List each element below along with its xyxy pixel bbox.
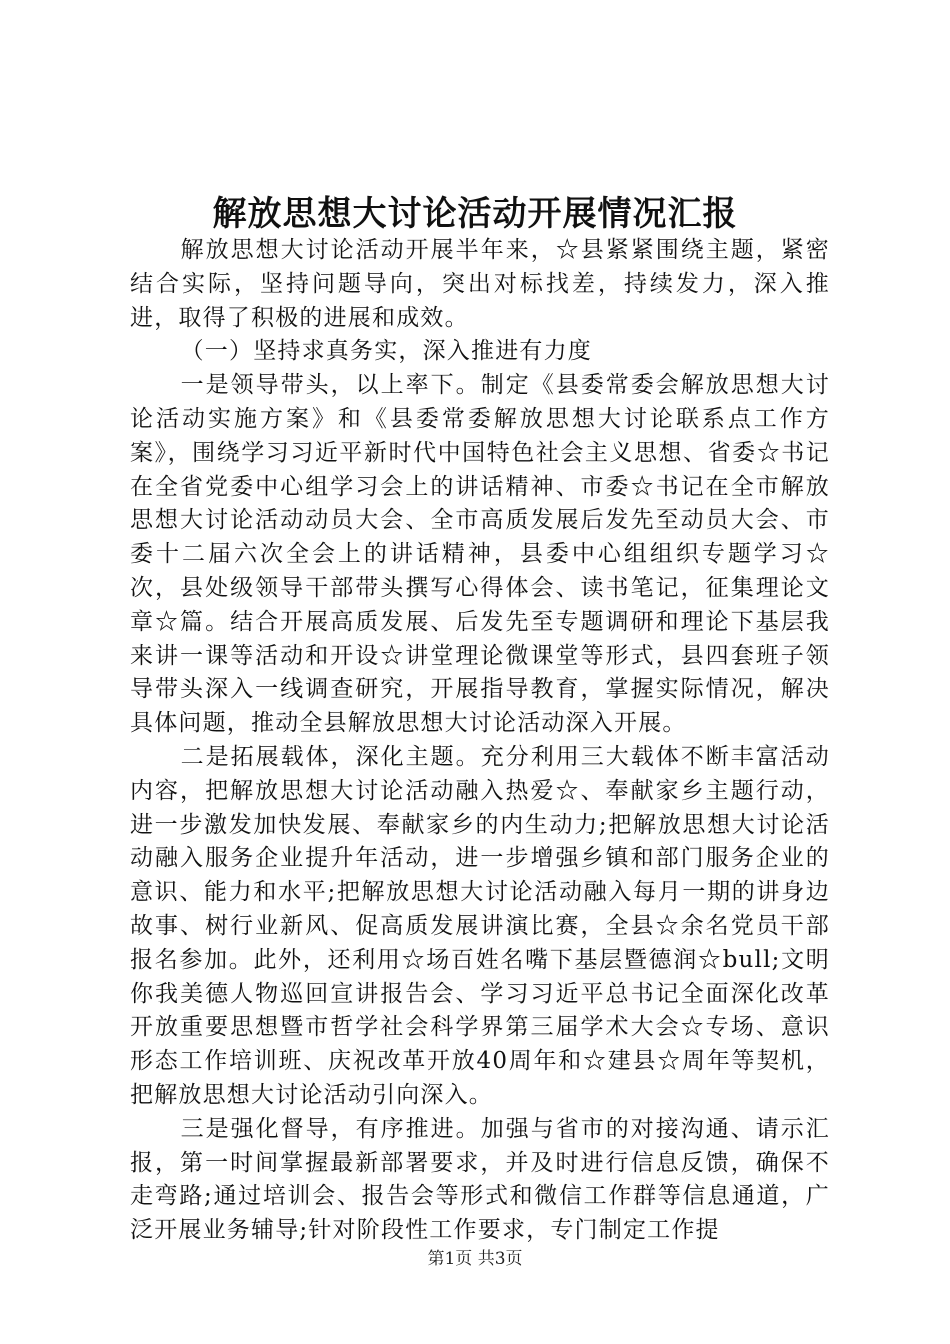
intro-paragraph: 解放思想大讨论活动开展半年来，☆县紧紧围绕主题，紧密结合实际，坚持问题导向，突出对标找差，持续发力，深入推进，取得了积极的进展和成效。 <box>130 237 830 331</box>
document-title: 解放思想大讨论活动开展情况汇报 <box>212 194 738 234</box>
page-number-footer: 第1页 共3页 <box>427 1249 523 1269</box>
paragraph-carriers: 二是拓展载体，深化主题。充分利用三大载体不断丰富活动内容，把解放思想大讨论活动融入热爱☆、奉献家乡主题行动，进一步激发加快发展、奉献家乡的内生动力;把解放思想大讨论活动融入服务企业提升年活动，进一步增强乡镇和部门服务企业的意识、能力和水平;把解放思想大讨论活动融入每月一期的讲身边故事、树行业新风、促高质发展讲演比赛，全县☆余名党员干部报名参加。此外，还利用☆场百姓名嘴下基层暨德润☆bull;文明你我美德人物巡回宣讲报告会、学习习近平总书记全面深化改革开放重要思想暨市哲学社会科学界第三届学术大会☆专场、意识形态工作培训班、庆祝改革开放40周年和☆建县☆周年等契机，把解放思想大讨论活动引向深入。 <box>130 743 830 1108</box>
section-heading: （一）坚持求真务实，深入推进有力度 <box>180 338 592 365</box>
document-body <box>130 234 830 1248</box>
paragraph-leadership: 一是领导带头，以上率下。制定《县委常委会解放思想大讨论活动实施方案》和《县委常委解放思想大讨论联系点工作方案》，围绕学习习近平新时代中国特色社会主义思想、省委☆书记在全省党委中心组学习会上的讲话精神、市委☆书记在全市解放思想大讨论活动动员大会、全市高质发展后发先至动员大会、市委十二届六次全会上的讲话精神，县委中心组组织专题学习☆次，县处级领导干部带头撰写心得体会、读书笔记，征集理论文章☆篇。结合开展高质发展、后发先至专题调研和理论下基层我来讲一课等活动和开设☆讲堂理论微课堂等形式，县四套班子领导带头深入一线调查研究，开展指导教育，掌握实际情况，解决具体问题，推动全县解放思想大讨论活动深入开展。 <box>130 372 830 737</box>
paragraph-supervision: 三是强化督导，有序推进。加强与省市的对接沟通、请示汇报，第一时间掌握最新部署要求，并及时进行信息反馈，确保不走弯路;通过培训会、报告会等形式和微信工作群等信息通道，广泛开展业务辅导;针对阶段性工作要求，专门制定工作提 <box>130 1115 830 1244</box>
